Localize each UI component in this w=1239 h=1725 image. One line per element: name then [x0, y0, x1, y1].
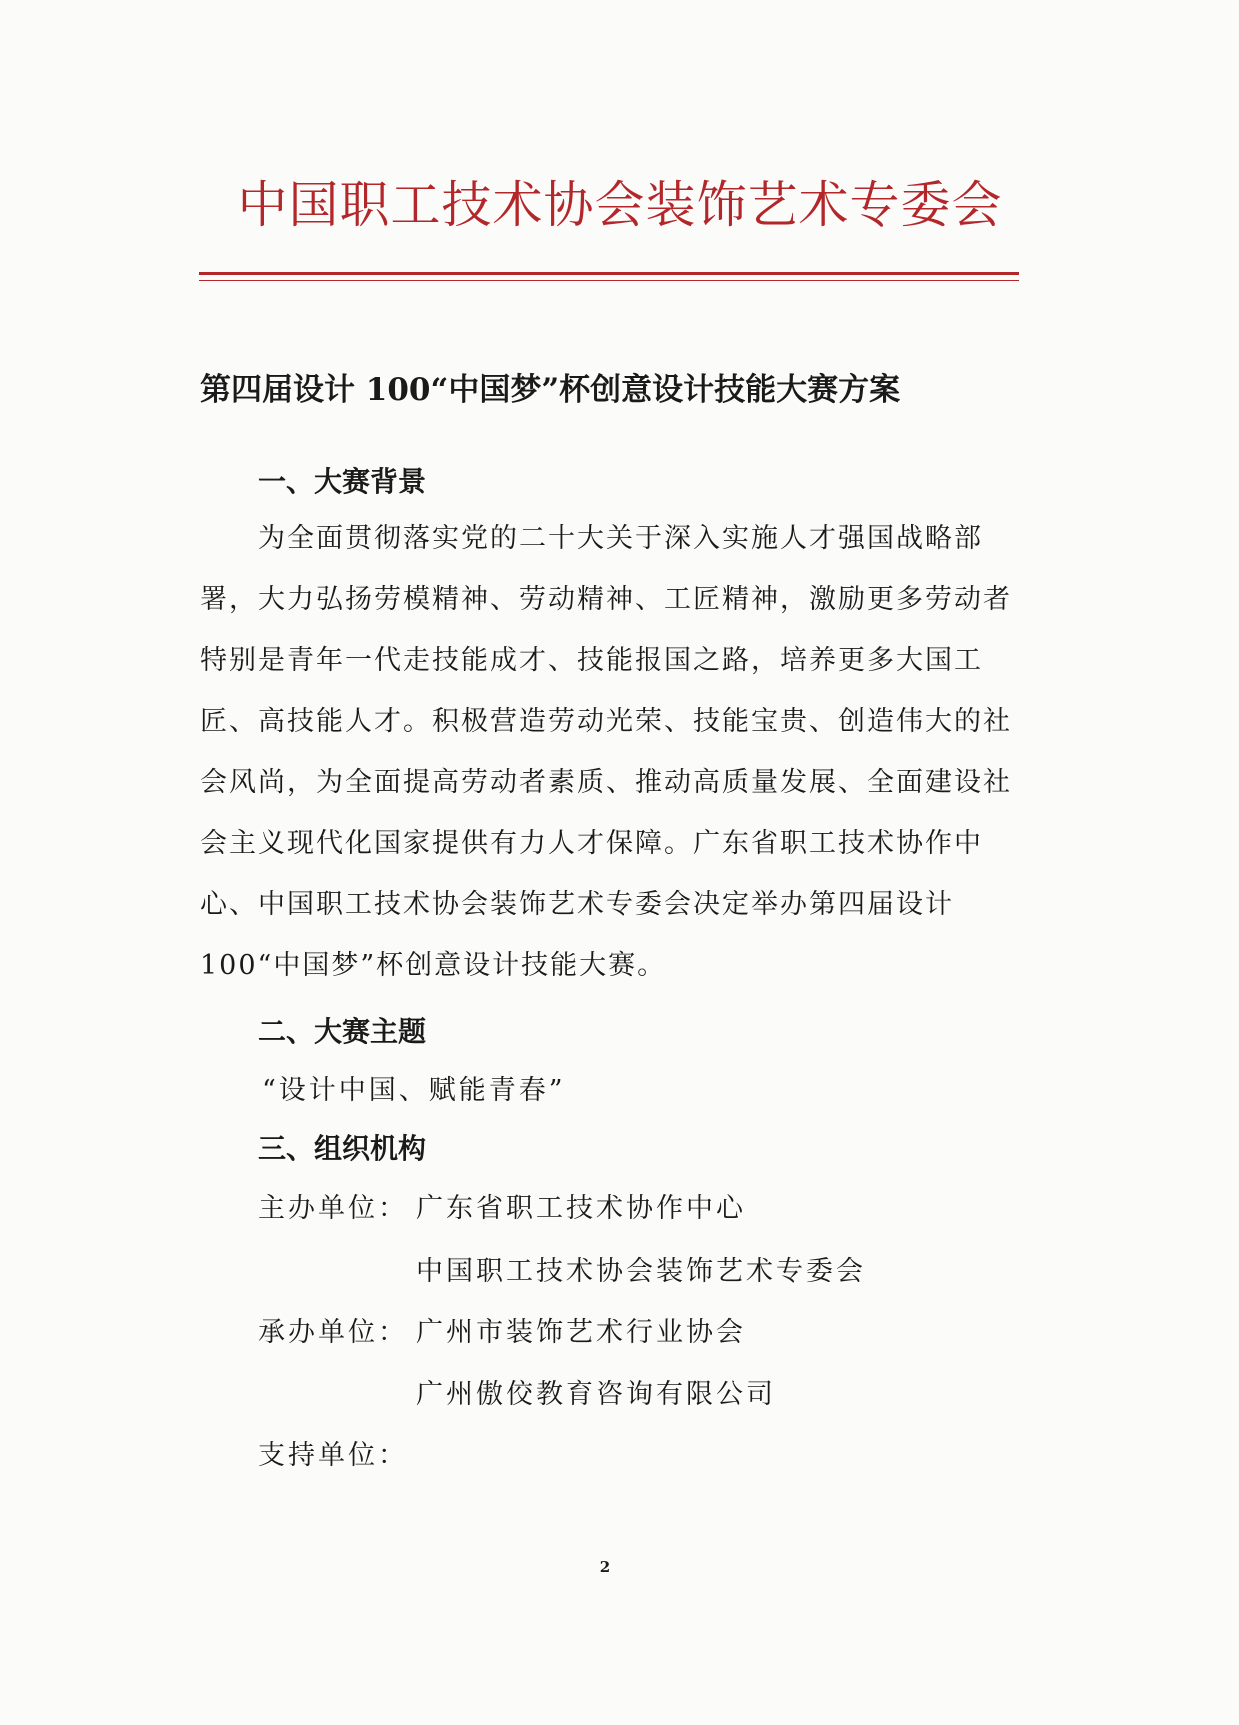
- supporter-label: 支持单位：: [258, 1440, 408, 1471]
- organizer-unit-1: 广州市装饰艺术行业协会: [416, 1317, 746, 1348]
- background-paragraph: [200, 508, 1020, 996]
- section-heading-theme: 二、大赛主题: [258, 1015, 427, 1048]
- page-number: 2: [599, 1558, 611, 1576]
- organizer-unit-2: 广州傲佼教育咨询有限公司: [416, 1379, 776, 1410]
- host-unit-2: 中国职工技术协会装饰艺术专委会: [416, 1256, 866, 1287]
- document-title: 第四届设计 100“中国梦”杯创意设计技能大赛方案: [200, 372, 901, 408]
- theme-slogan: “设计中国、赋能青春”: [262, 1075, 566, 1106]
- organizer-label: 承办单位：: [258, 1317, 408, 1348]
- section-heading-organization: 三、组织机构: [258, 1132, 427, 1165]
- letterhead-title: 中国职工技术协会装饰艺术专委会: [237, 176, 1003, 234]
- host-label: 主办单位：: [258, 1193, 408, 1224]
- letterhead-rule-thin: [199, 280, 1019, 281]
- section-heading-background: 一、大赛背景: [258, 465, 427, 498]
- letterhead-rule-thick: [199, 272, 1019, 275]
- host-unit-1: 广东省职工技术协作中心: [416, 1193, 746, 1224]
- background-paragraph-text: 为全面贯彻落实党的二十大关于深入实施人才强国战略部署，大力弘扬劳模精神、劳动精神、工匠精神，激励更多劳动者特别是青年一代走技能成才、技能报国之路，培养更多大国工匠、高技能人才。积极营造劳动光荣、技能宝贵、创造伟大的社会风尚，为全面提高劳动者素质、推动高质量发展、全面建设社会主义现代化国家提供有力人才保障。广东省职工技术协作中心、中国职工技术协会装饰艺术专委会决定举办第四届设计 100“中国梦”杯创意设计技能大赛。: [200, 523, 1012, 981]
